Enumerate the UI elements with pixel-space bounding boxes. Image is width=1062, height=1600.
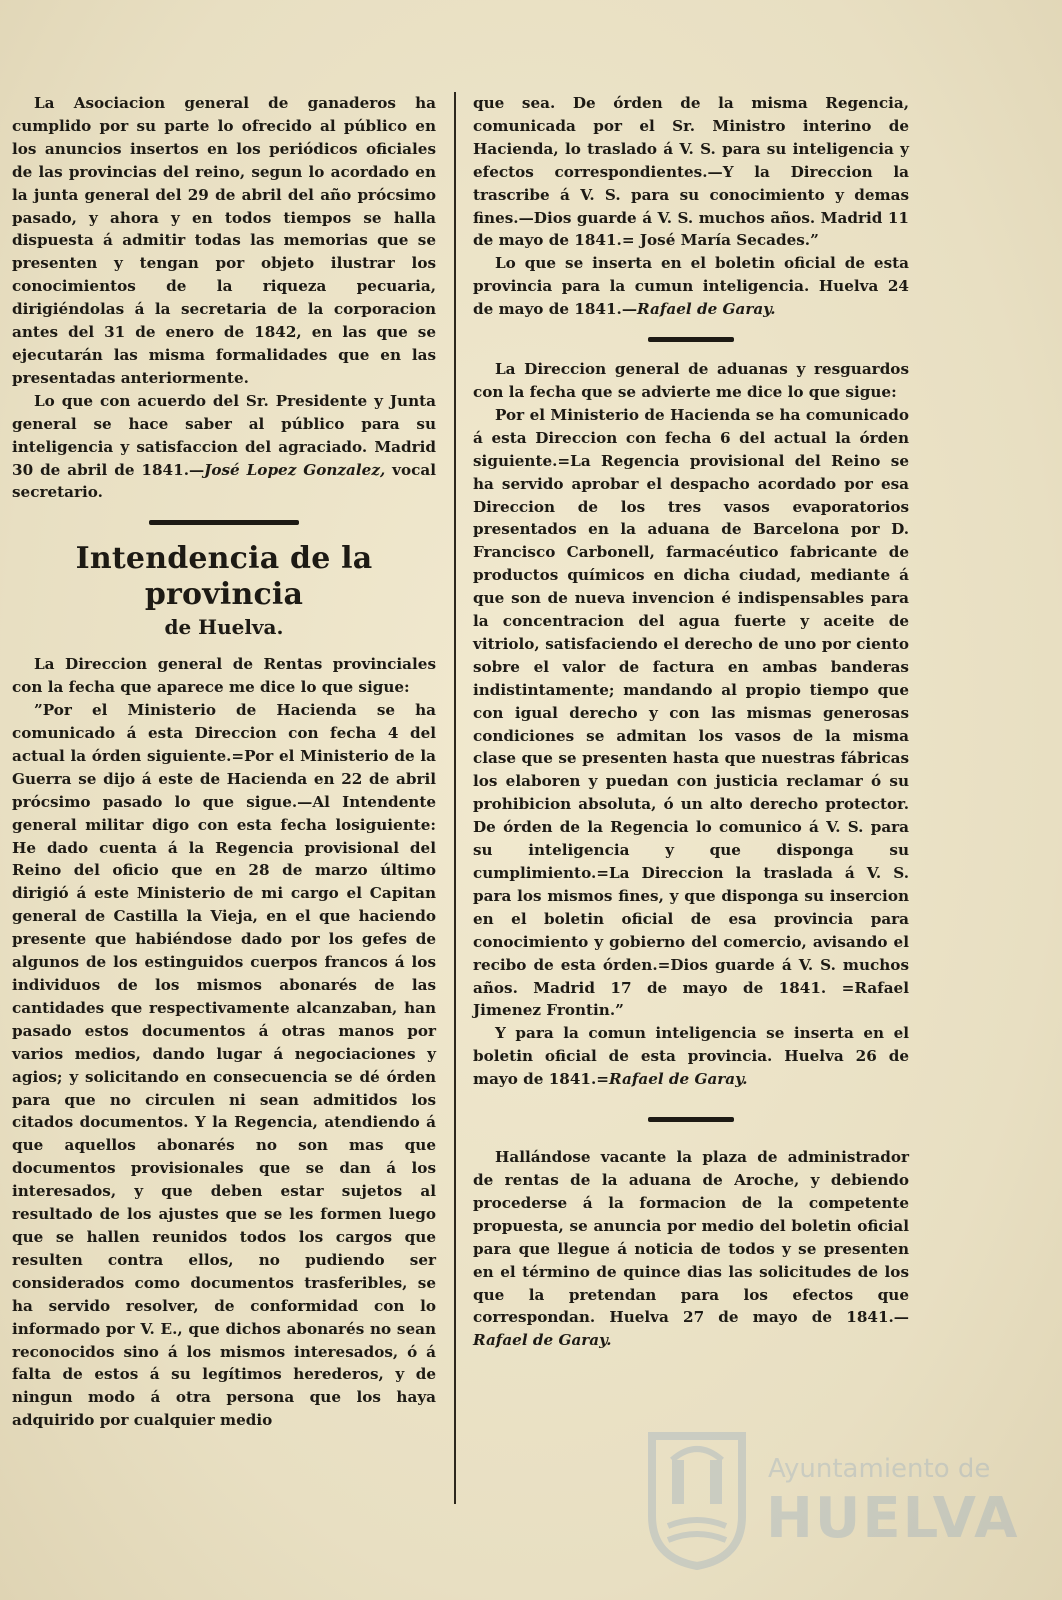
section-divider [149,520,299,525]
signature: Rafael de Garay. [473,1331,612,1350]
left-column [12,92,436,1432]
section-divider [648,337,734,342]
continuation-paragraph: que sea. De órden de la misma Regencia, comunicada por el Sr. Ministro interino de Hacienda, lo traslado á V. S. para su inteligencia y efectos correspondientes.—Y la Direccion la trascribe á V. S. para su conocimiento y demas fines.—Dios guarde á V. S. muchos años. Madrid 11 de mayo de 1841.= José María Secades.” [473,94,909,250]
column-divider [454,92,456,1504]
right-column [473,92,909,1352]
signature: Rafael de Garay. [637,300,776,319]
ministerio-paragraph: ”Por el Ministerio de Hacienda se ha comunicado á esta Direccion con fecha 4 del actual la órden siguiente.=Por el Ministerio de la Guerra se dijo á este de Hacienda en 22 de abril prócsimo pasado lo que sigue.—Al Intendente general militar digo con esta fecha losiguiente: He dado cuenta á la Regencia provisional del Reino del oficio que en 28 de marzo último dirigió á este Ministerio de mi cargo el Capitan general de Castilla la Vieja, en el que haciendo presente que habiéndose dado por los gefes de algunos de los estinguidos cuerpos francos á los individuos de los mismos abonarés de las cantidades que respectivamente alcanzaban, han pasado estos documentos á otras manos por varios medios, dando lugar á negociaciones y agios; y solicitando en consecuencia se dé órden para que no circulen ni sean admitidos los citados documentos. Y la Regencia, atendiendo á que aquellos abonarés no son mas que documentos provisionales que se dan á los interesados, y que deben estar sujetos al resultado de los ajustes que se les formen luego que se hallen reunidos todos los cargos que resulten contra ellos, no pudiendo ser considerados como documentos trasferibles, se ha servido resolver, de conformidad con lo informado por V. E., que dichos abonarés no sean reconocidos sino á los mismos interesados, ó á falta de estos á su legítimos herederos, y de ningun modo á otra persona que los haya adquirido por cualquier medio [12,701,436,1430]
acuerdo-paragraph: Lo que con acuerdo del Sr. Presidente y Junta general se hace saber al público para su inteligencia y satisfaccion del agraciado. Madrid 30 de abril de 1841.—José Lopez Gonzalez, vocal secretario. [12,391,436,502]
signature: Rafael de Garay. [609,1070,748,1089]
section-divider [648,1117,734,1122]
section-heading: Intendencia de la provincia [75,541,373,613]
rentas-intro-paragraph: La Direccion general de Rentas provinciales con la fecha que aparece me dice lo que sigue: [12,655,436,697]
watermark-line1: Ayuntamiento de [768,1454,991,1484]
aduanas-intro-paragraph: La Direccion general de aduanas y resguardos con la fecha que se advierte me dice lo que sigue: [473,360,909,401]
signature: José Lopez Gonzalez, [204,460,386,479]
section-subheading: de Huelva. [164,615,284,640]
inserta-paragraph: Lo que se inserta en el boletin oficial de esta provincia para la cumun inteligencia. Huelva 24 de mayo de 1841.—Rafael de Garay. [473,254,909,319]
comun-paragraph: Y para la comun inteligencia se inserta en el boletin oficial de esta provincia. Huelva 26 de mayo de 1841.=Rafael de Garay. [473,1024,909,1089]
watermark [646,1430,1020,1580]
city-seal-icon [646,1430,748,1570]
vacante-paragraph: Hallándose vacante la plaza de administrador de rentas de la aduana de Aroche, y debiendo procederse á la formacion de la competente propuesta, se anuncia por medio del boletin oficial para que llegue á noticia de todos y se presenten en el término de quince dias las solicitudes de los que la pretendan para los efectos que correspondan. Huelva 27 de mayo de 1841.—Rafael de Garay. [473,1148,909,1350]
watermark-line2: HUELVA [766,1486,1020,1551]
hacienda-paragraph: Por el Ministerio de Hacienda se ha comunicado á esta Direccion con fecha 6 del actual la órden siguiente.=La Regencia provisional del Reino se ha servido aprobar el despacho acordado por esa Direccion de los tres vasos evaporatorios presentados en la aduana de Barcelona por D. Francisco Carbonell, farmacéutico fabricante de productos químicos en dicha ciudad, mediante á que son de nueva invencion é indispensables para la concentracion del agua fuerte y aceite de vitriolo, satisfaciendo el derecho de uno por ciento sobre el valor de factura en ambas banderas indistintamente; mandando al propio tiempo que con igual derecho y con las mismas generosas condiciones se admitan los vasos de la misma clase que se presenten hasta que nuestras fábricas los elaboren y puedan con justicia reclamar ó su prohibicion absoluta, ó un alto derecho protector. De órden de la Regencia lo comunico á V. S. para su inteligencia y que disponga su cumplimiento.=La Direccion la traslada á V. S. para los mismos fines, y que disponga su insercion en el boletin oficial de esa provincia para conocimiento y gobierno del comercio, avisando el recibo de esta órden.=Dios guarde á V. S. muchos años. Madrid 17 de mayo de 1841. =Rafael Jimenez Frontin.” [473,405,909,1020]
asociacion-paragraph: La Asociacion general de ganaderos ha cumplido por su parte lo ofrecido al público en los anuncios insertos en los periódicos oficiales de las provincias del reino, segun lo acordado en la junta general del 29 de abril del año prócsimo pasado, y ahora y en todos tiempos se halla dispuesta á admitir todas las memorias que se presenten y tengan por objeto ilustrar los conocimientos de la riqueza pecuaria, dirigiéndolas á la secretaria de la corporacion antes del 31 de enero de 1842, en las que se ejecutarán las misma formalidades que en las presentadas anteriormente. [12,94,436,387]
